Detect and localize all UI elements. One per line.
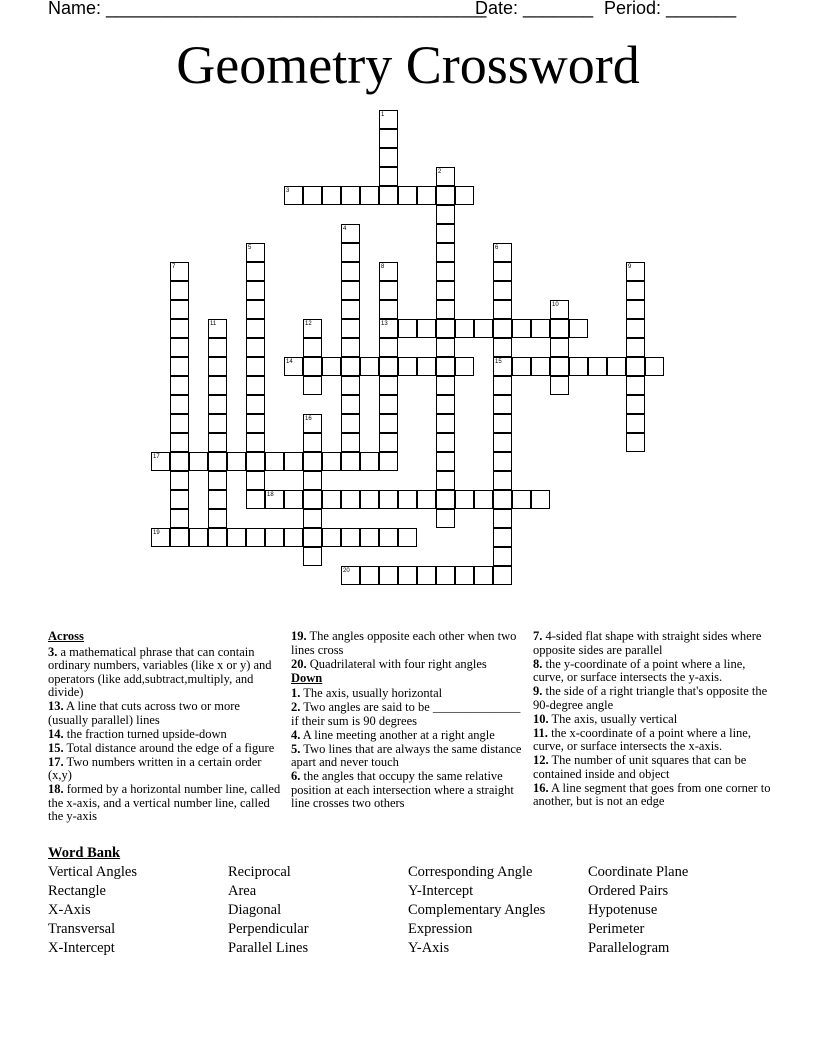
clue-number: 10	[552, 302, 559, 308]
clue-text: Two angles are said to be ______________ if their sum is 90 degrees	[291, 700, 521, 728]
clue-number: 19.	[291, 629, 307, 643]
clue-number: 13	[381, 321, 388, 327]
crossword-cell[interactable]	[626, 281, 645, 300]
crossword-cell[interactable]	[436, 186, 455, 205]
crossword-cell[interactable]	[208, 452, 227, 471]
crossword-cell[interactable]	[569, 357, 588, 376]
word-bank-item: Coordinate Plane	[588, 864, 689, 880]
crossword-cell[interactable]	[379, 281, 398, 300]
down-clue	[291, 729, 527, 743]
crossword-cell[interactable]	[379, 395, 398, 414]
crossword-cell[interactable]	[379, 490, 398, 509]
down-clue	[291, 770, 527, 811]
crossword-cell[interactable]	[474, 490, 493, 509]
crossword-cell[interactable]	[379, 148, 398, 167]
crossword-cell[interactable]	[360, 528, 379, 547]
down-clue	[291, 687, 527, 701]
crossword-cell[interactable]	[379, 528, 398, 547]
clue-number: 8.	[533, 656, 543, 671]
crossword-cell[interactable]	[170, 414, 189, 433]
clue-text: the y-coordinate of a point where a line, curve, or surface intersects the y-axis.	[533, 656, 746, 684]
crossword-cell[interactable]	[436, 509, 455, 528]
crossword-cell[interactable]	[189, 528, 208, 547]
crossword-cell[interactable]	[493, 395, 512, 414]
word-bank-item: Y-Axis	[408, 940, 450, 956]
crossword-cell[interactable]	[455, 566, 474, 585]
crossword-cell[interactable]	[341, 319, 360, 338]
crossword-cell[interactable]	[284, 452, 303, 471]
clue-text: The angles opposite each other when two lines cross	[291, 629, 517, 657]
crossword-cell[interactable]	[436, 338, 455, 357]
clue-number: 16.	[533, 780, 549, 795]
crossword-cell[interactable]	[626, 300, 645, 319]
crossword-cell[interactable]	[645, 357, 664, 376]
clue-text: the fraction turned upside-down	[63, 726, 227, 741]
period-field[interactable]: Period: _______	[604, 0, 737, 18]
crossword-cell[interactable]	[303, 338, 322, 357]
across-clue	[48, 646, 282, 700]
crossword-cell[interactable]	[436, 243, 455, 262]
crossword-cell[interactable]	[398, 528, 417, 547]
crossword-cell[interactable]	[474, 566, 493, 585]
crossword-cell[interactable]	[208, 433, 227, 452]
crossword-cell[interactable]	[170, 357, 189, 376]
crossword-cell[interactable]	[246, 357, 265, 376]
down-clue	[533, 658, 773, 685]
crossword-cell[interactable]	[588, 357, 607, 376]
clue-text: 4-sided flat shape with straight sides where opposite sides are parallel	[533, 629, 762, 657]
crossword-cell[interactable]	[379, 300, 398, 319]
crossword-cell[interactable]	[170, 300, 189, 319]
crossword-cell[interactable]	[626, 414, 645, 433]
crossword-cell[interactable]	[493, 262, 512, 281]
across-clue	[291, 658, 527, 672]
word-bank-item: Perpendicular	[228, 921, 309, 937]
down-clue	[533, 782, 773, 809]
crossword-cell[interactable]	[455, 186, 474, 205]
clue-text: A line segment that goes from one corner to another, but is not an edge	[533, 780, 771, 808]
clue-text: The axis, usually vertical	[548, 711, 678, 726]
crossword-cell[interactable]	[284, 528, 303, 547]
crossword-cell[interactable]	[208, 357, 227, 376]
across-clue	[48, 700, 282, 727]
crossword-cell[interactable]	[512, 490, 531, 509]
across-clue	[291, 630, 527, 657]
crossword-cell[interactable]	[436, 224, 455, 243]
crossword-cell[interactable]	[246, 414, 265, 433]
clue-number: 11	[210, 321, 217, 327]
clue-text: the angles that occupy the same relative position at each intersection where a straight line crosses two others	[291, 769, 514, 810]
crossword-cell[interactable]	[550, 376, 569, 395]
across-clue	[48, 783, 282, 824]
crossword-cell[interactable]	[246, 528, 265, 547]
down-clue	[291, 743, 527, 770]
crossword-cell[interactable]	[341, 300, 360, 319]
clue-number: 18.	[48, 782, 64, 796]
clue-number: 7.	[533, 629, 543, 643]
crossword-cell[interactable]	[493, 490, 512, 509]
crossword-cell[interactable]	[246, 490, 265, 509]
crossword-cell[interactable]	[626, 338, 645, 357]
clue-text: Total distance around the edge of a figure	[63, 740, 275, 755]
crossword-cell[interactable]	[417, 319, 436, 338]
crossword-cell[interactable]	[455, 319, 474, 338]
crossword-cell[interactable]	[607, 357, 626, 376]
page-title: Geometry Crossword	[176, 35, 640, 95]
crossword-cell[interactable]	[246, 433, 265, 452]
crossword-cell[interactable]	[417, 490, 436, 509]
crossword-cell[interactable]	[512, 357, 531, 376]
crossword-cell[interactable]	[493, 319, 512, 338]
clue-number: 1.	[291, 686, 301, 700]
crossword-cell[interactable]	[303, 433, 322, 452]
crossword-cell[interactable]	[360, 566, 379, 585]
clue-number: 15	[495, 359, 502, 365]
word-bank-column	[48, 863, 137, 958]
crossword-cell[interactable]	[246, 452, 265, 471]
word-bank-item: Parallelogram	[588, 940, 670, 956]
crossword-cell[interactable]	[626, 376, 645, 395]
word-bank-column	[408, 863, 545, 958]
clue-number: 4	[343, 226, 347, 232]
crossword-cell[interactable]	[208, 471, 227, 490]
clue-number: 20	[343, 568, 350, 574]
clue-number: 7	[172, 264, 176, 270]
crossword-cell[interactable]	[322, 452, 341, 471]
crossword-cell[interactable]	[436, 414, 455, 433]
clue-number: 4.	[291, 727, 301, 742]
crossword-cell[interactable]	[341, 281, 360, 300]
crossword-cell[interactable]	[341, 395, 360, 414]
crossword-cell[interactable]	[303, 357, 322, 376]
word-bank-item: Parallel Lines	[228, 940, 309, 956]
crossword-cell[interactable]	[170, 281, 189, 300]
crossword-cell[interactable]	[246, 281, 265, 300]
crossword-cell[interactable]	[493, 547, 512, 566]
crossword-cell[interactable]	[398, 490, 417, 509]
down-heading: Down	[291, 670, 323, 685]
crossword-cell[interactable]	[341, 414, 360, 433]
crossword-cell[interactable]	[436, 205, 455, 224]
clue-text: formed by a horizontal number line, called the x-axis, and a vertical number line, called the y-axis	[48, 782, 281, 823]
down-clue	[533, 754, 773, 781]
down-clue	[533, 630, 773, 657]
across-heading: Across	[48, 629, 84, 643]
crossword-cell[interactable]	[170, 452, 189, 471]
crossword-cell[interactable]	[417, 186, 436, 205]
crossword-cell[interactable]	[626, 319, 645, 338]
crossword-cell[interactable]	[569, 319, 588, 338]
crossword-cell[interactable]	[265, 528, 284, 547]
crossword-cell[interactable]	[208, 338, 227, 357]
crossword-cell[interactable]	[170, 433, 189, 452]
crossword-cell[interactable]	[436, 566, 455, 585]
clue-number: 12	[305, 321, 312, 327]
word-bank-item: Hypotenuse	[588, 902, 658, 918]
crossword-cell[interactable]	[284, 490, 303, 509]
across-clue	[48, 742, 282, 756]
down-clue	[533, 685, 773, 712]
clue-column-3	[533, 630, 773, 809]
clue-text: the side of a right triangle that's opposite the 90-degree angle	[533, 684, 768, 712]
crossword-cell[interactable]	[398, 319, 417, 338]
clue-text: a mathematical phrase that can contain ordinary numbers, variables (like x or y) and operators (like add,subtract,multiply, and divide)	[48, 644, 272, 699]
clue-number: 10.	[533, 711, 549, 726]
crossword-cell[interactable]	[341, 338, 360, 357]
across-clue	[48, 728, 282, 742]
clue-text: A line meeting another at a right angle	[300, 727, 495, 742]
clue-number: 5	[248, 245, 252, 251]
clue-text: The axis, usually horizontal	[300, 686, 443, 700]
clue-number: 13.	[48, 699, 64, 713]
crossword-cell[interactable]	[626, 357, 645, 376]
crossword-cell[interactable]	[303, 490, 322, 509]
clue-number: 17.	[48, 754, 64, 769]
crossword-cell[interactable]	[265, 452, 284, 471]
crossword-cell[interactable]	[493, 300, 512, 319]
crossword-cell[interactable]	[303, 376, 322, 395]
clue-number: 5.	[291, 741, 301, 756]
crossword-cell[interactable]	[379, 452, 398, 471]
crossword-cell[interactable]	[208, 395, 227, 414]
crossword-cell[interactable]	[246, 262, 265, 281]
crossword-cell[interactable]	[341, 490, 360, 509]
crossword-cell[interactable]	[493, 471, 512, 490]
word-bank-item: Area	[228, 883, 257, 899]
word-bank-item: Ordered Pairs	[588, 883, 669, 899]
clue-column-1	[48, 630, 282, 824]
crossword-cell[interactable]	[512, 319, 531, 338]
crossword-cell[interactable]	[246, 338, 265, 357]
crossword-cell[interactable]	[436, 281, 455, 300]
crossword-cell[interactable]	[379, 167, 398, 186]
crossword-cell[interactable]	[379, 357, 398, 376]
crossword-cell[interactable]	[417, 566, 436, 585]
date-field[interactable]: Date: _______	[475, 0, 594, 18]
crossword-cell[interactable]	[341, 452, 360, 471]
crossword-cell[interactable]	[341, 433, 360, 452]
crossword-cell[interactable]	[303, 471, 322, 490]
crossword-cell[interactable]	[531, 319, 550, 338]
crossword-cell[interactable]	[170, 528, 189, 547]
crossword-cell[interactable]	[303, 186, 322, 205]
crossword-cell[interactable]	[493, 433, 512, 452]
crossword-cell[interactable]	[322, 357, 341, 376]
crossword-cell[interactable]	[398, 357, 417, 376]
word-bank-heading: Word Bank	[48, 845, 121, 861]
across-clue	[48, 756, 282, 783]
word-bank-item: Vertical Angles	[48, 864, 137, 880]
crossword-cell[interactable]	[246, 471, 265, 490]
crossword-cell[interactable]	[493, 414, 512, 433]
word-bank-item: Reciprocal	[228, 864, 291, 880]
crossword-cell[interactable]	[208, 376, 227, 395]
clue-text: The number of unit squares that can be contained inside and object	[533, 753, 747, 781]
clue-number: 11.	[533, 725, 548, 740]
clue-text: Two lines that are always the same distance apart and never touch	[291, 741, 522, 769]
crossword-cell[interactable]	[436, 395, 455, 414]
crossword-cell[interactable]	[379, 186, 398, 205]
crossword-cell[interactable]	[303, 528, 322, 547]
crossword-cell[interactable]	[626, 395, 645, 414]
down-clue	[291, 701, 527, 728]
crossword-cell[interactable]	[379, 129, 398, 148]
crossword-cell[interactable]	[417, 357, 436, 376]
crossword-cell[interactable]	[303, 509, 322, 528]
clue-number: 14	[286, 359, 293, 365]
clue-number: 8	[381, 264, 385, 270]
crossword-cell[interactable]	[398, 566, 417, 585]
clue-number: 20.	[291, 656, 307, 671]
crossword-cell[interactable]	[170, 509, 189, 528]
crossword-cell[interactable]	[379, 414, 398, 433]
crossword-cell[interactable]	[436, 262, 455, 281]
crossword-cell[interactable]	[303, 547, 322, 566]
crossword-cell[interactable]	[341, 357, 360, 376]
crossword-cell[interactable]	[436, 471, 455, 490]
clue-number: 1	[381, 112, 385, 118]
crossword-cell[interactable]	[341, 243, 360, 262]
word-bank-item: Diagonal	[228, 902, 282, 918]
clue-text: Two numbers written in a certain order (x,y)	[48, 754, 262, 782]
clue-number: 9.	[533, 684, 543, 698]
crossword-cell[interactable]	[246, 300, 265, 319]
crossword-cell[interactable]	[436, 300, 455, 319]
crossword-cell[interactable]	[227, 452, 246, 471]
crossword-cell[interactable]	[379, 433, 398, 452]
clue-number: 17	[153, 454, 160, 460]
crossword-cell[interactable]	[379, 566, 398, 585]
crossword-cell[interactable]	[493, 376, 512, 395]
crossword-cell[interactable]	[341, 376, 360, 395]
crossword-cell[interactable]	[531, 357, 550, 376]
crossword-cell[interactable]	[474, 319, 493, 338]
crossword-cell[interactable]	[246, 376, 265, 395]
word-bank-item: Transversal	[48, 921, 116, 937]
crossword-cell[interactable]	[208, 528, 227, 547]
clue-number: 19	[153, 530, 160, 536]
crossword-cell[interactable]	[360, 490, 379, 509]
word-bank-column	[228, 863, 309, 958]
crossword-cell[interactable]	[398, 186, 417, 205]
crossword-cell[interactable]	[227, 528, 246, 547]
clue-number: 3.	[48, 644, 58, 659]
word-bank-item: Corresponding Angle	[408, 864, 533, 880]
clue-number: 15.	[48, 740, 64, 755]
crossword-cell[interactable]	[379, 338, 398, 357]
crossword-cell[interactable]	[170, 376, 189, 395]
crossword-cell[interactable]	[455, 357, 474, 376]
crossword-cell[interactable]	[246, 319, 265, 338]
crossword-cell[interactable]	[208, 414, 227, 433]
crossword-cell[interactable]	[455, 490, 474, 509]
crossword-cell[interactable]	[322, 490, 341, 509]
word-bank-item: Y-Intercept	[408, 883, 474, 899]
clue-number: 2.	[291, 700, 301, 714]
word-bank-item: Expression	[408, 921, 473, 937]
crossword-cell[interactable]	[436, 433, 455, 452]
crossword-cell[interactable]	[322, 186, 341, 205]
clue-text: the x-coordinate of a point where a line, curve, or surface intersects the x-axis.	[533, 725, 751, 753]
word-bank-column	[588, 863, 688, 958]
clue-number: 3	[286, 188, 290, 194]
crossword-cell[interactable]	[341, 262, 360, 281]
clue-number: 18	[267, 492, 274, 498]
crossword-cell[interactable]	[493, 528, 512, 547]
crossword-cell[interactable]	[436, 357, 455, 376]
crossword-cell[interactable]	[189, 452, 208, 471]
word-bank-item: Perimeter	[588, 921, 645, 937]
crossword-cell[interactable]	[322, 528, 341, 547]
word-bank-item: X-Intercept	[48, 940, 115, 956]
crossword-cell[interactable]	[436, 452, 455, 471]
clue-number: 12.	[533, 753, 549, 767]
crossword-cell[interactable]	[170, 471, 189, 490]
clue-column-2	[291, 630, 527, 811]
crossword-cell[interactable]	[436, 490, 455, 509]
crossword-cell[interactable]	[360, 452, 379, 471]
crossword-cell[interactable]	[626, 433, 645, 452]
clue-text: Quadrilateral with four right angles	[306, 656, 487, 671]
crossword-cell[interactable]	[493, 281, 512, 300]
crossword-cell[interactable]	[493, 509, 512, 528]
crossword-cell[interactable]	[246, 395, 265, 414]
clue-number: 6	[495, 245, 499, 251]
crossword-cell[interactable]	[360, 186, 379, 205]
crossword-cell[interactable]	[341, 528, 360, 547]
crossword-cell[interactable]	[436, 376, 455, 395]
crossword-cell[interactable]	[531, 490, 550, 509]
down-clue	[533, 713, 773, 727]
crossword-cell[interactable]	[493, 338, 512, 357]
word-bank-item: X-Axis	[48, 902, 91, 918]
clue-text: A line that cuts across two or more (usually parallel) lines	[48, 699, 240, 727]
crossword-cell[interactable]	[208, 509, 227, 528]
crossword-cell[interactable]	[550, 319, 569, 338]
clue-number: 16	[305, 416, 312, 422]
crossword-cell[interactable]	[170, 319, 189, 338]
clue-number: 14.	[48, 726, 64, 741]
crossword-cell[interactable]	[170, 490, 189, 509]
crossword-cell[interactable]	[360, 357, 379, 376]
crossword-cell[interactable]	[170, 395, 189, 414]
crossword-cell[interactable]	[550, 338, 569, 357]
clue-number: 6.	[291, 769, 301, 783]
crossword-cell[interactable]	[341, 186, 360, 205]
word-bank-item: Complementary Angles	[408, 902, 546, 918]
name-field[interactable]: Name: ______________________________________	[48, 0, 487, 18]
crossword-cell[interactable]	[379, 376, 398, 395]
word-bank-item: Rectangle	[48, 883, 106, 899]
down-clue	[533, 727, 773, 754]
crossword-cell[interactable]	[170, 338, 189, 357]
crossword-cell[interactable]	[493, 452, 512, 471]
crossword-cell[interactable]	[208, 490, 227, 509]
crossword-cell[interactable]	[436, 319, 455, 338]
clue-number: 9	[628, 264, 632, 270]
clue-number: 2	[438, 169, 442, 175]
crossword-cell[interactable]	[303, 452, 322, 471]
crossword-cell[interactable]	[493, 566, 512, 585]
crossword-cell[interactable]	[550, 357, 569, 376]
